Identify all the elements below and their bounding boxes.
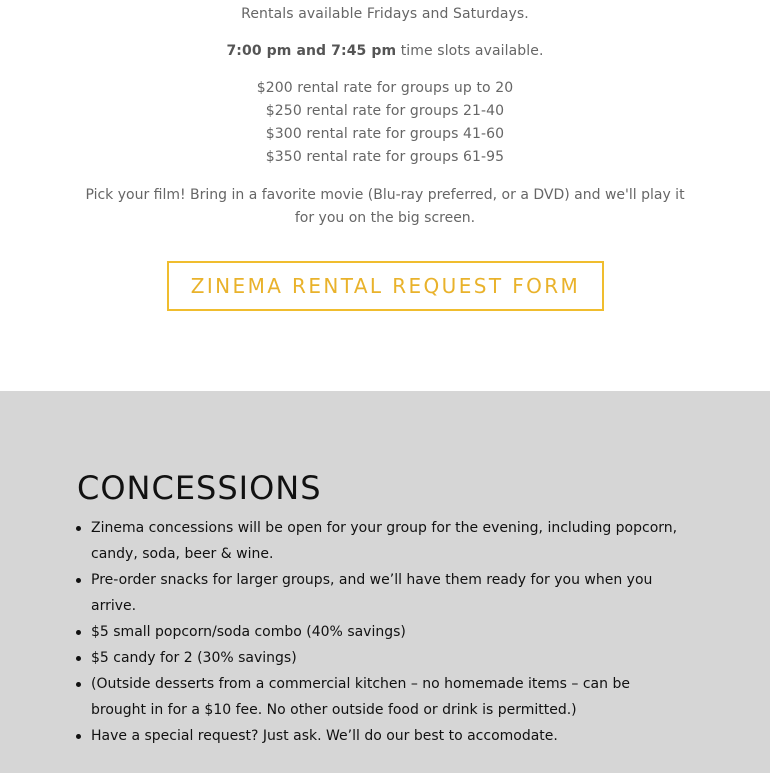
rate-line: $200 rental rate for groups up to 20	[256, 80, 514, 96]
rate-line: $250 rental rate for groups 21-40	[265, 103, 505, 119]
rental-availability: Rentals available Fridays and Saturdays.	[241, 6, 529, 22]
list-item: (Outside desserts from a commercial kitchen – no homemade items – can be brought in for a $10 fee. No other outside food or drink is permitted.)	[91, 671, 681, 723]
concessions-section	[0, 391, 770, 773]
time-slots-text: time slots available.	[396, 43, 544, 59]
list-item: Have a special request? Just ask. We’ll do our best to accomodate.	[91, 723, 681, 749]
time-slots-bold: 7:00 pm and 7:45 pm	[226, 43, 397, 59]
rental-request-form-button[interactable]: ZINEMA RENTAL REQUEST FORM	[167, 261, 604, 311]
concessions-title: CONCESSIONS	[77, 469, 322, 507]
concessions-list	[91, 515, 681, 749]
list-item: Zinema concessions will be open for your group for the evening, including popcorn, candy, soda, beer & wine.	[91, 515, 681, 567]
time-slots	[0, 43, 770, 59]
film-note: Pick your film! Bring in a favorite movie (Blu-ray preferred, or a DVD) and we'll play it for you on the big screen.	[85, 187, 685, 226]
rate-line: $350 rental rate for groups 61-95	[265, 149, 505, 165]
list-item: $5 small popcorn/soda combo (40% savings)	[91, 619, 681, 645]
list-item: Pre-order snacks for larger groups, and we’ll have them ready for you when you arrive.	[91, 567, 681, 619]
rate-line: $300 rental rate for groups 41-60	[265, 126, 505, 142]
list-item: $5 candy for 2 (30% savings)	[91, 645, 681, 671]
